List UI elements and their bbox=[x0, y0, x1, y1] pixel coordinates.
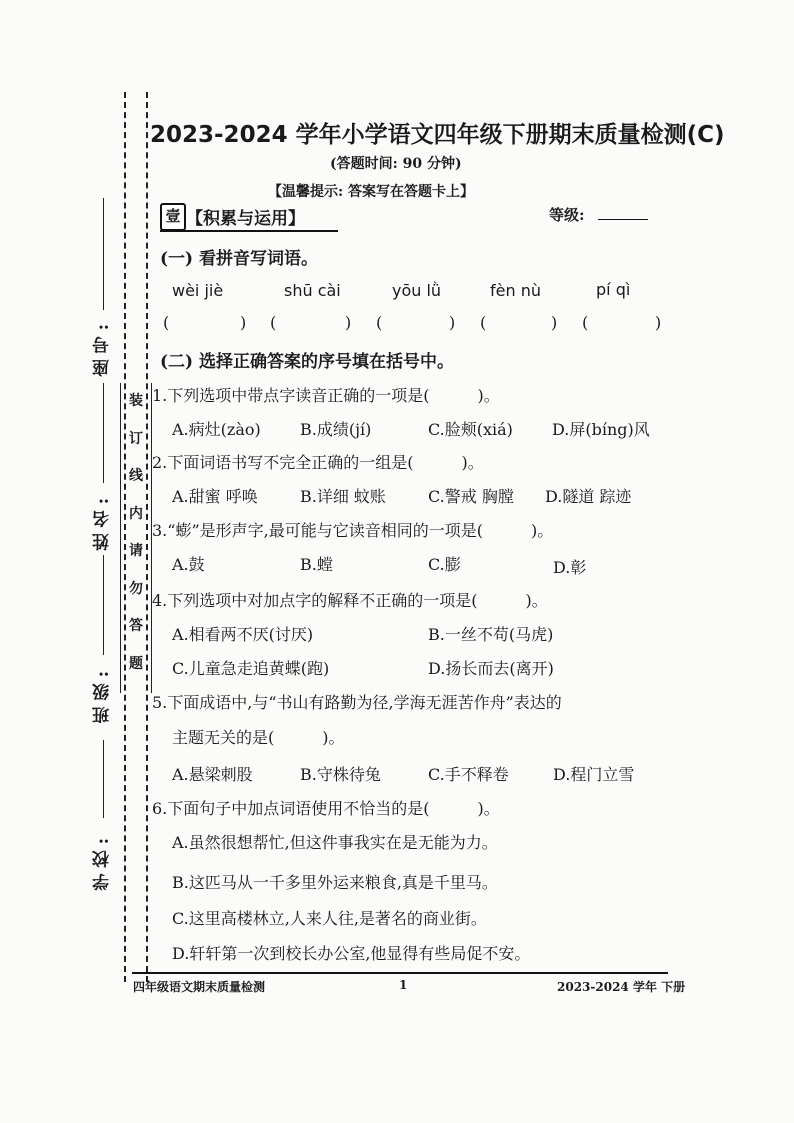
seal-char: 题 bbox=[129, 655, 143, 672]
question-5-option[interactable]: C.手不释卷 bbox=[428, 765, 509, 784]
question-1-option[interactable]: A.病灶(zào) bbox=[172, 420, 261, 439]
question-1-option[interactable]: D.屏(bíng)风 bbox=[552, 420, 650, 439]
answer-paren-open[interactable]: ( bbox=[163, 313, 170, 332]
answer-paren-close: ) bbox=[449, 313, 456, 332]
name-label: 姓名: bbox=[93, 492, 113, 551]
seal-notice bbox=[120, 383, 152, 693]
question-5-stem: 5.下面成语中,与“书山有路勤为径,学海无涯苦作舟”表达的 bbox=[152, 693, 562, 712]
question-2-option[interactable]: C.警戒 胸膛 bbox=[428, 487, 514, 506]
question-4-option[interactable]: A.相看两不厌(讨厌) bbox=[172, 625, 314, 644]
pinyin-item: pí qì bbox=[596, 280, 631, 299]
class-line[interactable] bbox=[103, 555, 104, 655]
question-3-option[interactable]: C.膨 bbox=[428, 555, 461, 574]
question-2-option[interactable]: B.详细 蚊账 bbox=[300, 487, 386, 506]
question-2-stem: 2.下面词语书写不完全正确的一组是( )。 bbox=[152, 453, 484, 472]
section-underline bbox=[160, 230, 338, 232]
pinyin-item: fèn nù bbox=[490, 281, 541, 300]
seal-char: 答 bbox=[129, 618, 143, 634]
question-3-option[interactable]: B.螳 bbox=[300, 555, 333, 574]
seal-char: 勿 bbox=[129, 580, 143, 597]
question-3-option[interactable]: D.彰 bbox=[553, 558, 587, 577]
question-2-option[interactable]: A.甜蜜 呼唤 bbox=[172, 487, 258, 506]
question-2-option[interactable]: D.隧道 踪迹 bbox=[545, 487, 632, 506]
footer-left: 四年级语文期末质量检测 bbox=[133, 980, 266, 994]
question-1-stem: 1.下列选项中带点字读音正确的一项是( )。 bbox=[152, 386, 500, 405]
answer-paren-close: ) bbox=[655, 313, 662, 332]
question-3-stem: 3.“蟛”是形声字,最可能与它读音相同的一项是( )。 bbox=[152, 521, 554, 540]
seal-char: 内 bbox=[129, 505, 143, 522]
school-line[interactable] bbox=[103, 740, 104, 818]
question-4-stem: 4.下列选项中对加点字的解释不正确的一项是( )。 bbox=[152, 591, 548, 610]
question-5-option[interactable]: A.悬梁刺股 bbox=[172, 765, 253, 784]
grade-field[interactable] bbox=[598, 219, 648, 220]
page-title: 2023-2024 学年小学语文四年级下册期末质量检测(C) bbox=[150, 122, 725, 148]
grade-label: 等级: bbox=[549, 206, 585, 224]
answer-paren-open[interactable]: ( bbox=[582, 313, 589, 332]
question-1-option[interactable]: B.成绩(jí) bbox=[300, 420, 372, 439]
question-6-option[interactable]: D.轩轩第一次到校长办公室,他显得有些局促不安。 bbox=[172, 944, 531, 963]
exam-duration: (答题时间: 90 分钟) bbox=[330, 156, 462, 172]
question-4-option[interactable]: D.扬长而去(离开) bbox=[428, 659, 554, 678]
section-number-icon: 壹 bbox=[160, 203, 186, 231]
seal-char: 订 bbox=[129, 430, 143, 447]
question-1-option[interactable]: C.脸颊(xiá) bbox=[428, 420, 513, 439]
seal-char: 装 bbox=[129, 393, 143, 409]
part1-heading: (一) 看拼音写词语。 bbox=[160, 249, 319, 269]
school-label: 学校: bbox=[93, 832, 113, 891]
seal-char: 请 bbox=[129, 543, 143, 559]
answer-paren-close: ) bbox=[551, 313, 558, 332]
part2-heading: (二) 选择正确答案的序号填在括号中。 bbox=[160, 352, 455, 372]
question-3-option[interactable]: A.鼓 bbox=[172, 555, 205, 574]
question-6-option[interactable]: A.虽然很想帮忙,但这件事我实在是无能为力。 bbox=[172, 833, 498, 852]
pinyin-item: wèi jiè bbox=[172, 281, 224, 300]
page-number: 1 bbox=[399, 978, 408, 992]
section-title: 【积累与运用】 bbox=[186, 209, 305, 229]
answer-paren-open[interactable]: ( bbox=[270, 313, 277, 332]
question-4-option[interactable]: B.一丝不苟(马虎) bbox=[428, 625, 554, 644]
question-6-stem: 6.下面句子中加点词语使用不恰当的是( )。 bbox=[152, 799, 500, 818]
answer-paren-open[interactable]: ( bbox=[376, 313, 383, 332]
seal-char: 线 bbox=[129, 468, 143, 484]
class-label: 班级: bbox=[93, 665, 113, 724]
seat-number-line[interactable] bbox=[103, 198, 104, 310]
question-5-option[interactable]: B.守株待兔 bbox=[300, 765, 381, 784]
pinyin-item: shū cài bbox=[284, 281, 341, 300]
warm-tip: 【温馨提示: 答案写在答题卡上】 bbox=[268, 184, 475, 200]
footer-divider bbox=[132, 972, 668, 974]
answer-paren-open[interactable]: ( bbox=[480, 313, 487, 332]
answer-paren-close: ) bbox=[240, 313, 247, 332]
seat-number-label: 座号: bbox=[93, 318, 113, 377]
question-4-option[interactable]: C.儿童急走追黄蝶(跑) bbox=[172, 659, 330, 678]
question-5-stem-continued: 主题无关的是( )。 bbox=[172, 728, 345, 747]
question-5-option[interactable]: D.程门立雪 bbox=[553, 765, 635, 784]
pinyin-item: yōu lǜ bbox=[392, 281, 442, 300]
question-6-option[interactable]: C.这里高楼林立,人来人往,是著名的商业街。 bbox=[172, 909, 487, 928]
footer-right: 2023-2024 学年 下册 bbox=[557, 980, 686, 994]
question-6-option[interactable]: B.这匹马从一千多里外运来粮食,真是千里马。 bbox=[172, 873, 498, 892]
name-line[interactable] bbox=[103, 383, 104, 483]
answer-paren-close: ) bbox=[345, 313, 352, 332]
